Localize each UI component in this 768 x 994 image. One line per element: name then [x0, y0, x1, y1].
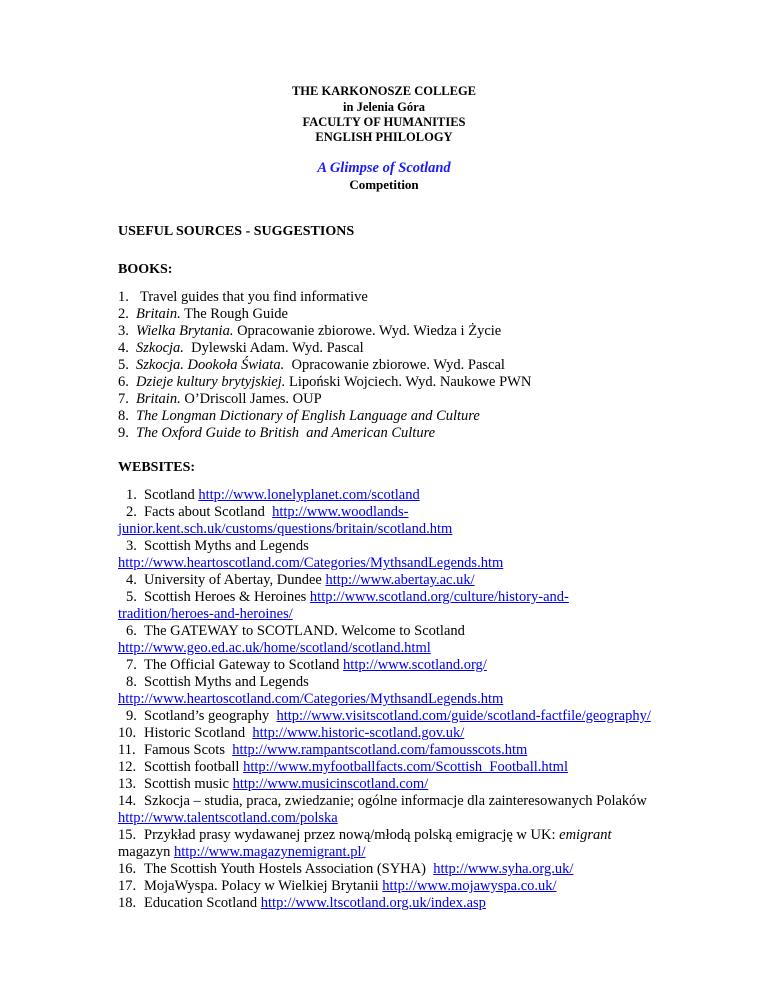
website-link[interactable]: http://www.scotland.org/ — [343, 657, 487, 673]
website-item: 12. Scottish football http://www.myfootballfacts.com/Scottish_Football.html — [118, 759, 568, 775]
college-name: THE KARKONOSZE COLLEGE — [291, 84, 477, 98]
website-item: 3. Scottish Myths and Legends — [126, 538, 309, 554]
website-link-continued — [118, 691, 503, 708]
website-item: 5. Scottish Heroes & Heroines http://www.scotland.org/culture/history-and- — [126, 589, 569, 605]
book-item: 3. Wielka Brytania. Opracowanie zbiorowe. Wyd. Wiedza i Życie — [118, 323, 502, 339]
website-link-continued — [118, 640, 431, 657]
website-item: 2. Facts about Scotland http://www.woodlands- — [126, 504, 409, 520]
website-item: 4. University of Abertay, Dundee http://www.abertay.ac.uk/ — [126, 572, 475, 588]
website-item: 15. Przykład prasy wydawanej przez nową/młodą polską emigrację w UK: emigrant — [118, 827, 612, 843]
book-item: 7. Britain. O’Driscoll James. OUP — [118, 391, 322, 407]
book-item: 1. Travel guides that you find informative — [118, 289, 368, 305]
website-item: 17. MojaWyspa. Polacy w Wielkiej Brytanii http://www.mojawyspa.co.uk/ — [118, 878, 557, 894]
website-item: 9. Scotland’s geography http://www.visitscotland.com/guide/scotland-factfile/geography/ — [126, 708, 651, 724]
book-item: 9. The Oxford Guide to British and American Culture — [118, 425, 436, 441]
book-item: 5. Szkocja. Dookoła Świata. Opracowanie zbiorowe. Wyd. Pascal — [118, 357, 505, 373]
website-link[interactable]: http://www.magazynemigrant.pl/ — [173, 844, 366, 860]
website-item: 18. Education Scotland http://www.ltscotland.org.uk/index.asp — [118, 895, 486, 911]
website-link[interactable]: http://www.heartoscotland.com/Categories/MythsandLegends.htm — [118, 555, 504, 571]
website-link[interactable]: http://www.musicinscotland.com/ — [232, 776, 429, 792]
website-item: 14. Szkocja – studia, praca, zwiedzanie; ogólne informacje dla zainteresowanych Polaków — [118, 793, 647, 809]
website-link[interactable]: http://www.myfootballfacts.com/Scottish_Football.html — [243, 759, 568, 775]
website-link[interactable]: http://www.lonelyplanet.com/scotland — [198, 487, 420, 503]
document-subtitle: Competition — [349, 177, 419, 192]
website-link[interactable]: http://www.scotland.org/culture/history-and- — [309, 589, 569, 605]
book-item: 2. Britain. The Rough Guide — [118, 306, 288, 322]
website-link[interactable]: http://www.ltscotland.org.uk/index.asp — [260, 895, 486, 911]
website-item: 8. Scottish Myths and Legends — [126, 674, 309, 690]
website-item: 16. The Scottish Youth Hostels Association (SYHA) http://www.syha.org.uk/ — [118, 861, 574, 877]
website-link[interactable]: tradition/heroes-and-heroines/ — [118, 606, 293, 622]
book-item: 6. Dzieje kultury brytyjskiej. Lipoński Wojciech. Wyd. Naukowe PWN — [118, 374, 532, 390]
department-name: ENGLISH PHILOLOGY — [315, 130, 453, 144]
website-link-continued: magazyn http://www.magazynemigrant.pl/ — [118, 844, 366, 860]
website-link[interactable]: junior.kent.sch.uk/customs/questions/britain/scotland.htm — [118, 521, 453, 537]
website-item: 10. Historic Scotland http://www.historic-scotland.gov.uk/ — [118, 725, 465, 741]
website-link[interactable]: http://www.rampantscotland.com/famousscots.htm — [232, 742, 528, 758]
website-link[interactable]: http://www.talentscotland.com/polska — [118, 810, 338, 826]
website-link[interactable]: http://www.historic-scotland.gov.uk/ — [252, 725, 465, 741]
website-link[interactable]: http://www.heartoscotland.com/Categories/MythsandLegends.htm — [118, 691, 504, 707]
useful-sources-heading: USEFUL SOURCES - SUGGESTIONS — [118, 224, 355, 239]
website-link[interactable]: http://www.geo.ed.ac.uk/home/scotland/scotland.html — [118, 640, 431, 656]
website-link[interactable]: http://www.abertay.ac.uk/ — [325, 572, 475, 588]
website-link-continued — [118, 810, 338, 827]
website-item: 6. The GATEWAY to SCOTLAND. Welcome to Scotland — [126, 623, 465, 639]
website-item: 13. Scottish music http://www.musicinscotland.com/ — [118, 776, 429, 792]
website-item: 11. Famous Scots http://www.rampantscotland.com/famousscots.htm — [118, 742, 528, 758]
book-item: 4. Szkocja. Dylewski Adam. Wyd. Pascal — [118, 340, 364, 356]
website-item: 7. The Official Gateway to Scotland http://www.scotland.org/ — [126, 657, 487, 673]
website-link[interactable]: http://www.mojawyspa.co.uk/ — [382, 878, 557, 894]
websites-heading: WEBSITES: — [118, 460, 196, 475]
books-heading: BOOKS: — [118, 262, 173, 277]
website-link[interactable]: http://www.woodlands- — [272, 504, 409, 520]
document-title: A Glimpse of Scotland — [317, 160, 451, 176]
website-link-continued — [118, 606, 293, 623]
faculty-name: FACULTY OF HUMANITIES — [302, 115, 466, 129]
website-link-continued — [118, 521, 452, 538]
website-link[interactable]: http://www.visitscotland.com/guide/scotland-factfile/geography/ — [276, 708, 651, 724]
website-link[interactable]: http://www.syha.org.uk/ — [433, 861, 574, 877]
book-item: 8. The Longman Dictionary of English Language and Culture — [118, 408, 480, 424]
website-item: 1. Scotland http://www.lonelyplanet.com/scotland — [126, 487, 420, 503]
college-city: in Jelenia Góra — [343, 100, 425, 114]
website-link-continued — [118, 555, 503, 572]
